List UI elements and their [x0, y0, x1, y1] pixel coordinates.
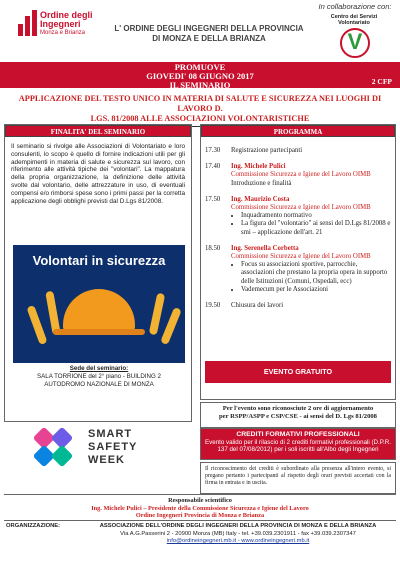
logo-text-line3: Monza e Brianza: [40, 30, 86, 36]
responsabile-scientifico: [4, 494, 396, 520]
programma-time: 18.50: [205, 244, 221, 252]
programma-bullet: • Focus su associazioni sportive, parrocchie, associazioni che prestano la propria opera in supporto delle Istituzioni (Comuni, Ospedali, ecc): [241, 261, 391, 286]
programma-bullets: [241, 261, 391, 294]
organization-title: L' ORDINE DEGLI INGEGNERI DELLA PROVINCIA DI MONZA E DELLA BRIANZA: [114, 24, 304, 43]
volontariato-logo: Centro dei Servizi Volontariato V: [322, 14, 386, 60]
seminar-subject: APPLICAZIONE DEL TESTO UNICO IN MATERIA DI SALUTE E SICUREZZA NEI LUOGHI DI LAVORO D. LGS. 81/2008 ALLE ASSOCIAZIONI VOLONTARISTICHE: [4, 94, 396, 127]
programma-bullet: • Vademecum per le Associazioni: [241, 286, 391, 294]
programma-text: Introduzione e finalità: [231, 179, 292, 187]
programma-time: 17.30: [205, 147, 221, 154]
programma-bullet: • La figura del "volontario" ai sensi del D.Lgs 81/2008 e smi – applicazione dell'art. 21: [241, 220, 391, 236]
logo-text-line1: Ordine degli: [40, 10, 93, 20]
event-banner: [0, 62, 400, 88]
smart-safety-week-logo: [30, 424, 170, 472]
footer-links[interactable]: info@ordineingegneri.mb.it - www.ordineingegneri.mb.it: [166, 538, 310, 545]
helmet-icon: [63, 289, 135, 331]
ssw-word1: SMART: [88, 428, 133, 440]
banner-date: GIOVEDI' 08 GIUGNO 2017: [146, 71, 254, 81]
programma-time: 19.50: [205, 302, 221, 310]
ssw-word2: SAFETY: [88, 441, 138, 453]
programma-item: [205, 245, 391, 294]
finalita-heading: FINALITA' DEL SEMINARIO: [5, 125, 191, 137]
programma-list: [201, 137, 395, 310]
footer: [4, 520, 396, 562]
programma-bullet: • Inquadramento normativo: [241, 212, 391, 220]
finalita-text: Il seminario si rivolge alle Associazioni di Volontariato e loro consulenti, lo scopo è quello di fornire indicazioni utili per gli adempimenti in materia di salute e sicurezza sul lavoro, con riferimento alle attività tipiche dei "volontari". La mappatura della propria organizzazione, la definizione delle attività svolte dal volontario, delle attrezzature in uso, di eventuali compensi e/o rimborsi spese sono i primi passi per la corretta applicazione degli obblighi previsti dal D.Lgs 81/2008.: [11, 143, 185, 205]
programma-item: [205, 163, 391, 188]
programma-heading: PROGRAMMA: [201, 125, 395, 137]
venue-line1: SALA TORRIONE del 2° piano - BUILDING 2: [37, 372, 161, 380]
crediti-text: Evento valido per il rilascio di 2 crediti formativi professionali (D.P.R. 137 del 07/08/2012) per i soli iscritti all'Albo degli Ingegneri: [205, 438, 391, 454]
programma-item: [205, 147, 391, 155]
programma-text: Registrazione partecipanti: [231, 147, 303, 154]
footer-address: Via A.G.Passerini 2 - 20900 Monza (MB) Italy - tel. +39.039.2301911 - fax +39.039.2307347: [120, 530, 356, 537]
volontari-image: [13, 245, 185, 363]
programma-time: 17.50: [205, 195, 221, 203]
banner-promuove: PROMUOVE: [174, 62, 226, 72]
cfp-badge: 2 CFP: [371, 77, 392, 86]
footer-org: ASSOCIAZIONE DELL'ORDINE DEGLI INGEGNERI DELLA PROVINCIA DI MONZA E DELLA BRIANZA: [99, 523, 377, 529]
crediti-note: Il riconoscimento dei crediti è subordinato alla presenza all'intero evento, si pregano pertanto i partecipanti al rispetto degli orari previsti accertati con la firma in entrata e in uscita.: [200, 462, 396, 494]
ordine-ingegneri-logo: [18, 4, 98, 54]
speaker-name: Ing. Serenella Corbetta: [231, 244, 299, 252]
venue-info: [5, 365, 193, 388]
ssw-word3: WEEK: [88, 454, 125, 466]
speaker-name: Ing. Maurizio Costa: [231, 195, 290, 203]
smart-safety-symbol-icon: [32, 426, 76, 470]
volontari-image-title: Volontari in sicurezza: [32, 253, 166, 268]
programma-bullets: [241, 212, 391, 237]
programma-item: [205, 302, 391, 310]
venue-label: Sede del seminario:: [69, 365, 129, 372]
logo-text-line2: Ingegneri: [40, 19, 81, 29]
footer-label: ORGANIZZAZIONE:: [6, 523, 61, 529]
responsabile-line2: Ordine Ingegneri Provincia di Monza e Brianza: [135, 512, 265, 520]
finalita-section: [4, 124, 192, 422]
cfp-aggiornamento-box: Per l'evento sono riconosciute 2 ore di aggiornamento per RSPP/ASPP e CSP/CSE - ai sensi del D. Lgs 81/2008: [200, 402, 396, 428]
programma-time: 17.40: [205, 163, 221, 171]
responsabile-label: Responsabile scientifico: [168, 497, 232, 504]
collaboration-label: In collaborazione con:: [318, 2, 392, 11]
programma-item: [205, 196, 391, 237]
speaker-name: Ing. Michele Pulici: [231, 163, 286, 171]
speaker-role: Commissione Sicurezza e Igiene del Lavoro OIMB: [231, 204, 371, 212]
venue-line2: AUTODROMO NAZIONALE DI MONZA: [44, 380, 154, 388]
crediti-formativi-box: [200, 428, 396, 460]
speaker-role: Commissione Sicurezza e Igiene del Lavoro OIMB: [231, 253, 371, 261]
banner-seminar: IL SEMINARIO: [169, 80, 231, 90]
v-letter-icon: V: [347, 29, 363, 54]
programma-text: Chiusura dei lavori: [231, 302, 284, 310]
programma-section: [200, 124, 396, 400]
logo-bars-icon: [18, 10, 38, 36]
evento-gratuito-badge: EVENTO GRATUITO: [205, 361, 391, 383]
speaker-role: Commissione Sicurezza e Igiene del Lavoro OIMB: [231, 171, 371, 179]
crediti-heading: CREDITI FORMATIVI PROFESSIONALI: [236, 431, 360, 438]
responsabile-line1: Ing. Michele Pulici – Presidente della Commissione Sicurezza e Igiene del Lavoro: [91, 504, 309, 512]
